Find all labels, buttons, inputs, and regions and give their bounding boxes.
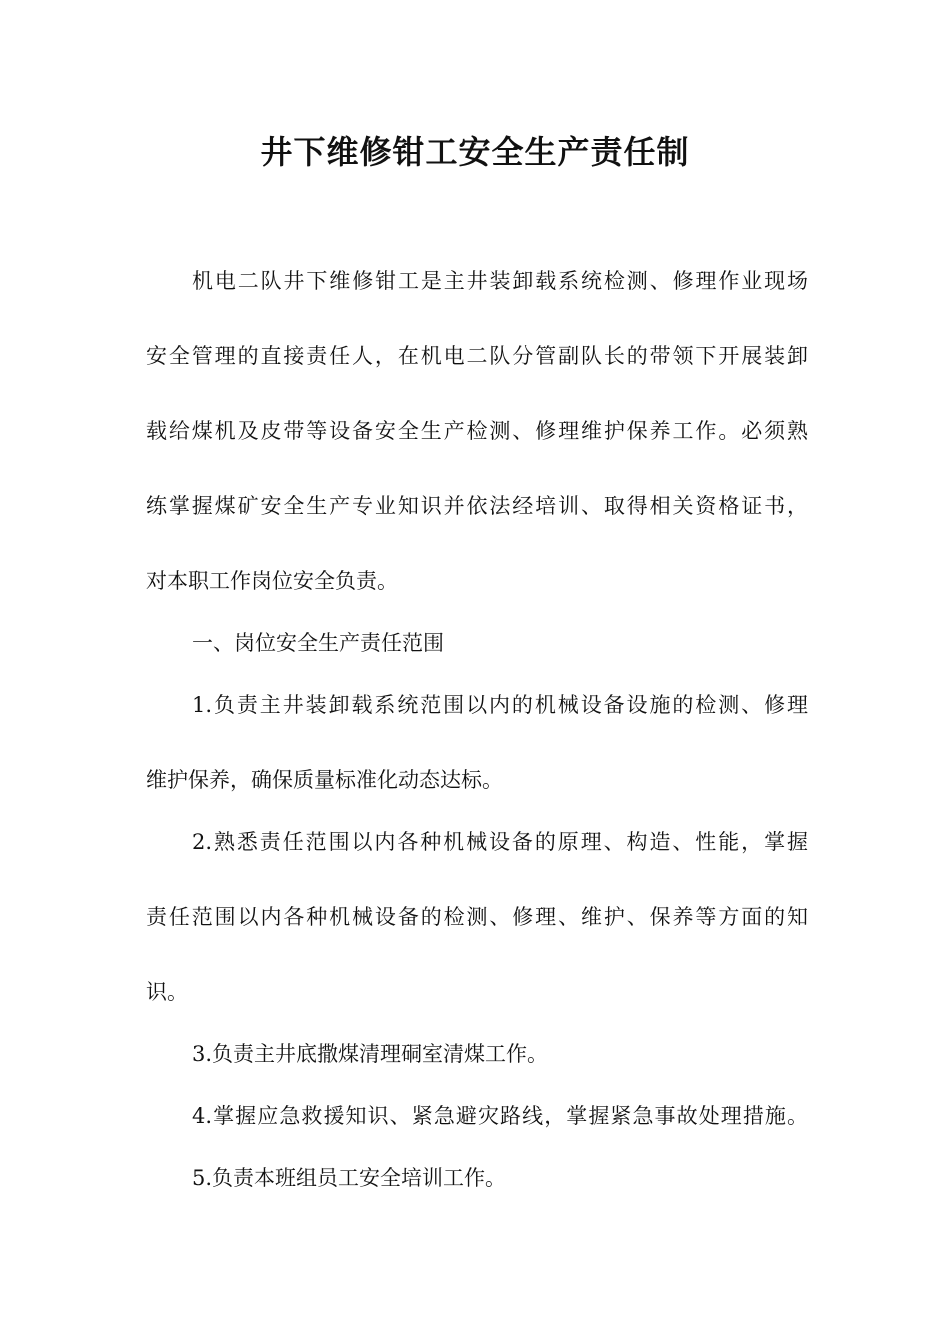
intro-line: 练掌握煤矿安全生产专业知识并依法经培训、取得相关资格证书， [146, 494, 808, 518]
intro-line: 载给煤机及皮带等设备安全生产检测、修理维护保养工作。必须熟 [146, 419, 808, 443]
list-item-line: 识。 [146, 980, 188, 1004]
document-title: 井下维修钳工安全生产责任制 [260, 133, 690, 171]
list-item-line: 责任范围以内各种机械设备的检测、修理、维护、保养等方面的知 [146, 905, 808, 929]
intro-line: 对本职工作岗位安全负责。 [146, 569, 398, 593]
intro-line: 安全管理的直接责任人，在机电二队分管副队长的带领下开展装卸 [146, 344, 808, 368]
intro-line: 机电二队井下维修钳工是主井装卸载系统检测、修理作业现场 [192, 269, 808, 293]
list-item-line: 2.熟悉责任范围以内各种机械设备的原理、构造、性能，掌握 [192, 830, 808, 854]
list-item-line: 维护保养，确保质量标准化动态达标。 [146, 768, 503, 792]
list-item-line: 3.负责主井底撒煤清理硐室清煤工作。 [192, 1042, 549, 1066]
list-item-line: 4.掌握应急救援知识、紧急避灾路线，掌握紧急事故处理措施。 [192, 1104, 808, 1128]
list-item-line: 5.负责本班组员工安全培训工作。 [192, 1166, 507, 1190]
list-item-line: 1.负责主井装卸载系统范围以内的机械设备设施的检测、修理 [192, 693, 808, 717]
section-heading: 一、岗位安全生产责任范围 [192, 631, 444, 655]
